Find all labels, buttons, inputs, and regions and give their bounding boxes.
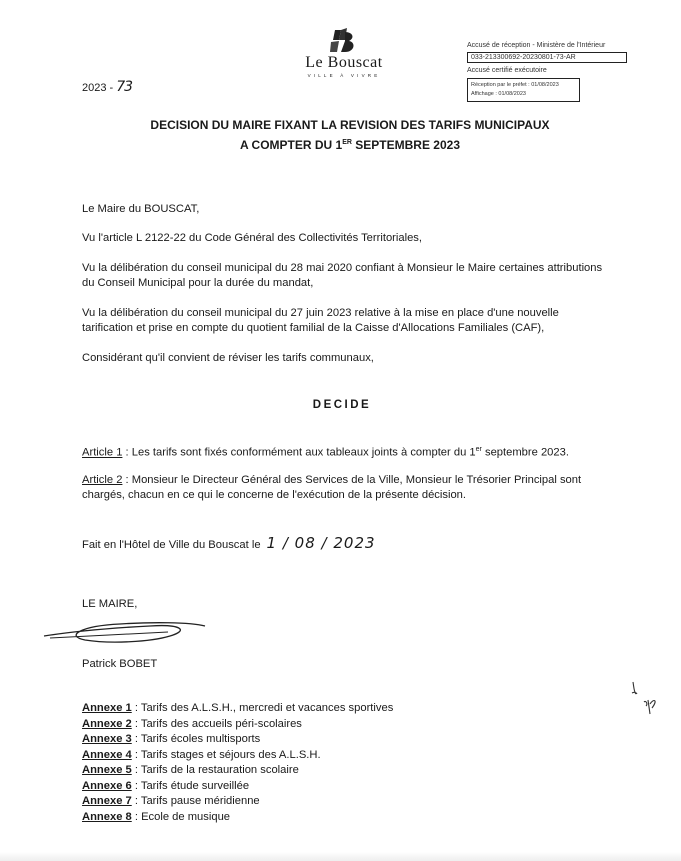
document-number-prefix: 2023 -: [82, 82, 114, 94]
annexe-item: [82, 810, 393, 826]
stamp-affichage-date: Affichage : 01/08/2023: [471, 91, 526, 97]
city-logo: [294, 28, 394, 78]
article-1-text-end: septembre 2023.: [481, 446, 569, 459]
document-number-handwritten: 73: [116, 79, 133, 95]
stamp-reception-date: Réception par le préfet : 01/08/2023: [471, 82, 559, 88]
decide-heading: DECIDE: [312, 399, 372, 411]
stamp-executoire: Accusé certifié exécutoire: [467, 67, 547, 74]
vu-deliberation-2020: Vu la délibération du conseil municipal du 28 mai 2020 confiant à Monsieur le Maire certaines attributions du Conseil Municipal pour la durée du mandat,: [82, 262, 603, 289]
annexe-item: [82, 701, 393, 717]
reception-stamp: [467, 40, 632, 102]
annexe-label: Annexe 2: [82, 717, 132, 730]
title-line-2-start: A COMPTER DU 1: [239, 138, 343, 152]
article-1-label: Article 1: [82, 446, 123, 459]
annexe-item: [82, 779, 393, 795]
annexes-list: [82, 701, 393, 825]
annexe-text: : Tarifs des A.L.S.H., mercredi et vacances sportives: [131, 702, 394, 714]
annexe-label: Annexe 8: [82, 810, 132, 823]
annexe-item: [82, 717, 393, 733]
le-maire: LE MAIRE,: [82, 598, 138, 610]
annexe-item: [82, 748, 393, 764]
title-line-2: [60, 138, 640, 152]
annexe-text: : Tarifs pause méridienne: [131, 795, 260, 807]
annexe-label: Annexe 7: [82, 795, 132, 807]
article-2: [82, 473, 612, 503]
vu-article: Vu l'article L 2122-22 du Code Général des Collectivités Territoriales,: [82, 232, 423, 244]
vu-deliberation-2023: Vu la délibération du conseil municipal du 27 juin 2023 relative à la mise en place d'une nouvelle tarification et prise en compte du quotient familial de la Caisse d'Allocations Familiales (CAF),: [82, 307, 559, 334]
logo-subtitle: VILLE À VIVRE: [307, 73, 381, 78]
annexe-item: [82, 794, 393, 810]
initials-mark-icon: [628, 678, 662, 718]
fait-text: Fait en l'Hôtel de Ville du Bouscat le: [82, 539, 261, 551]
article-1-sup: er: [475, 446, 482, 453]
article-2-text: : Monsieur le Directeur Général des Services de la Ville, Monsieur le Trésorier Principal sont chargés, chacun en ce qui le concerne de l'exécution de la présente décision.: [82, 474, 582, 501]
signature-icon: [40, 614, 210, 654]
scan-bottom-edge: [0, 852, 681, 861]
annexe-text: : Ecole de musique: [131, 810, 231, 823]
title-line-2-end: SEPTEMBRE 2023: [351, 138, 460, 152]
title-line-2-sup: ER: [342, 139, 352, 146]
stamp-reference: 033-213300692-20230801-73-AR: [467, 52, 627, 63]
annexe-text: : Tarifs écoles multisports: [131, 733, 261, 745]
annexe-label: Annexe 3: [82, 733, 132, 745]
annexe-label: Annexe 5: [82, 764, 132, 776]
logo-name: Le Bouscat: [305, 54, 383, 71]
fait-line: [82, 536, 612, 553]
article-2-label: Article 2: [82, 474, 123, 486]
title-line-1: DECISION DU MAIRE FIXANT LA REVISION DES TARIFS MUNICIPAUX: [150, 118, 550, 132]
intro: Le Maire du BOUSCAT,: [82, 203, 200, 215]
annexe-label: Annexe 6: [82, 779, 132, 792]
stamp-ministry-line: Accusé de réception - Ministère de l'Intérieur: [467, 42, 606, 49]
annexe-text: : Tarifs étude surveillée: [131, 779, 250, 792]
considerant: Considérant qu'il convient de réviser les tarifs communaux,: [82, 352, 374, 364]
annexe-item: [82, 732, 393, 748]
document-number: [82, 79, 132, 95]
stamp-dates-box: [467, 78, 580, 102]
bouscat-logo-icon: [327, 28, 361, 54]
annexe-label: Annexe 1: [82, 702, 132, 714]
article-1: [82, 442, 612, 461]
handwritten-date: 1 / 08 / 2023: [266, 534, 376, 552]
annexe-item: [82, 763, 393, 779]
article-1-text-start: : Les tarifs sont fixés conformément aux tableaux joints à compter du 1: [122, 446, 476, 459]
annexe-label: Annexe 4: [82, 748, 132, 761]
annexe-text: : Tarifs des accueils péri-scolaires: [131, 717, 302, 730]
annexe-text: : Tarifs de la restauration scolaire: [131, 764, 299, 776]
annexe-text: : Tarifs stages et séjours des A.L.S.H.: [131, 748, 321, 761]
signatory-name: Patrick BOBET: [82, 658, 158, 670]
